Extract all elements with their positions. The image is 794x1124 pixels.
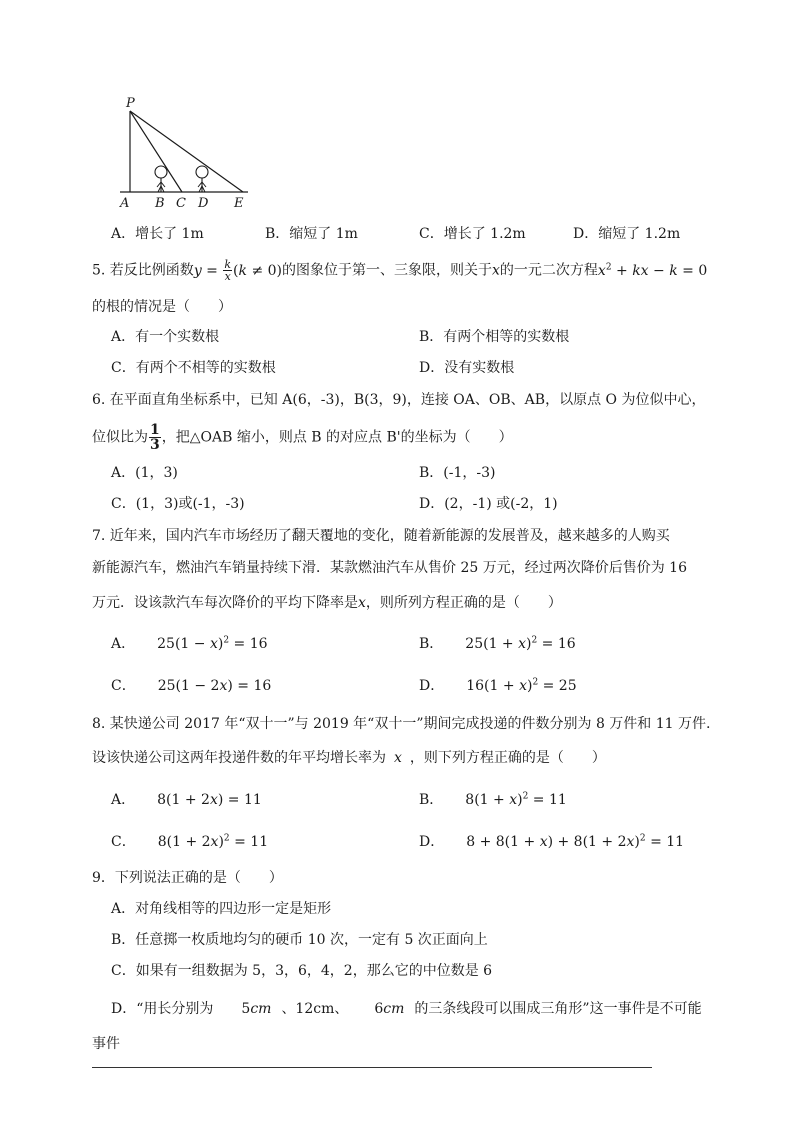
q5-option-b: B．有两个相等的实数根 bbox=[419, 329, 570, 345]
q5-middle2: 的一元二次方程 bbox=[499, 262, 598, 279]
q8-option-a: A． 8(1 + 2x) = 11 bbox=[111, 792, 262, 808]
q7-stem-line1: 7. 近年来，国内汽车市场经历了翻天覆地的变化，随着新能源的发展普及，越来越多的人购买 bbox=[92, 528, 670, 544]
q5-prefix: 5. 若反比例函数 bbox=[92, 262, 194, 279]
q8-option-b: B． $8(1 + x)^2 = 11$ bbox=[419, 791, 567, 808]
q7-option-b-letter: B． bbox=[419, 636, 444, 652]
q9-option-c: C．如果有一组数据为 5，3，6，4，2，那么它的中位数是 6 bbox=[111, 963, 493, 979]
q6-option-c: C．(1，3)或(-1，-3) bbox=[111, 496, 245, 512]
q9-stem: 9．下列说法正确的是（ ） bbox=[92, 870, 283, 886]
q9-option-d-text2: 、12cm、 bbox=[281, 1001, 349, 1017]
q8-stem-rest: ，则下列方程正确的是（ ） bbox=[409, 750, 606, 766]
q6-ratio-label: 位似比为 bbox=[92, 429, 148, 446]
label-p: P bbox=[126, 96, 135, 111]
q8-option-b-letter: B． bbox=[419, 792, 444, 808]
q6-stem-line1: 6. 在平面直角坐标系中，已知 A(6，-3)，B(3，9)，连接 OA、OB、AB，以原点 O 为位似中心， bbox=[92, 392, 706, 408]
q6-ratio-fraction: $\frac{1}{3}$ bbox=[150, 422, 160, 453]
q8-option-d-letter: D． bbox=[419, 834, 445, 850]
person-at-d bbox=[196, 166, 208, 192]
q8-option-d: D． $8 + 8(1 + x) + 8(1 + 2x)^2 = 11$ bbox=[419, 833, 685, 850]
q7-option-d-letter: D． bbox=[419, 678, 445, 694]
q8-stem-text: 设该快递公司这两年投递件数的年平均增长率为 bbox=[92, 750, 386, 766]
q6-option-b: B．(-1，-3) bbox=[419, 465, 496, 481]
q5-stem-line2: 的根的情况是（ ） bbox=[92, 299, 232, 315]
ray-pc bbox=[130, 111, 182, 192]
q7-option-c-letter: C． bbox=[111, 678, 136, 694]
q9-option-d-continued: 事件 bbox=[92, 1036, 120, 1052]
q5-option-a: A．有一个实数根 bbox=[111, 329, 220, 345]
footer-divider bbox=[92, 1067, 652, 1068]
q5-function-formula: y = $\frac{k}{x}$ (k ≠ 0) bbox=[193, 258, 282, 283]
q9-option-b: B．任意掷一枚质地均匀的硬币 10 次，一定有 5 次正面向上 bbox=[111, 932, 488, 948]
q4-option-a: A．增长了 1m bbox=[111, 226, 204, 242]
q6-stem-line2 bbox=[92, 423, 513, 452]
q8-stem-line1: 8. 某快递公司 2017 年“双十一”与 2019 年“双十一”期间完成投递的件数分别为 8 万件和 11 万件. bbox=[92, 716, 711, 732]
person-at-b bbox=[155, 166, 167, 192]
ray-pe bbox=[130, 111, 243, 192]
label-d: D bbox=[198, 196, 209, 210]
q9-option-d: D．“用长分别为 5cm 、12cm、 6cm 的三条线段可以围成三角形”这一事件是不可能 bbox=[111, 1001, 702, 1017]
q7-stem-line3: 万元．设该款汽车每次降价的平均下降率是x，则所列方程正确的是（ ） bbox=[92, 595, 562, 611]
q5-option-c: C．有两个不相等的实数根 bbox=[111, 360, 276, 376]
q4-option-d: D．缩短了 1.2m bbox=[573, 226, 681, 242]
q7-option-a: A． $25(1 - x)^2 = 16$ bbox=[111, 635, 268, 652]
shadow-figure bbox=[110, 95, 260, 210]
q7-option-c: C． 25(1 − 2x) = 16 bbox=[111, 678, 272, 694]
q5-stem-line1: 5. 若反比例函数y = $\frac{k}{x}$ (k ≠ 0)的图象位于第一、三象限，则关于x的一元二次方程$x^2$ + kx − k = 0 bbox=[92, 258, 708, 283]
q7-stem-text: 万元．设该款汽车每次降价的平均下降率是 bbox=[92, 595, 358, 611]
label-c: C bbox=[176, 196, 186, 210]
q6-stem-rest: ，把△OAB 缩小，则点 B 的对应点 B'的坐标为（ ） bbox=[161, 429, 513, 446]
q5-middle: 的图象位于第一、三象限，则关于 bbox=[282, 262, 492, 279]
q5-option-d: D．没有实数根 bbox=[419, 360, 515, 376]
q7-stem-rest: ，则所列方程正确的是（ ） bbox=[365, 595, 562, 611]
q8-stem-line2: 设该快递公司这两年投递件数的年平均增长率为 x ，则下列方程正确的是（ ） bbox=[92, 750, 606, 766]
q4-option-b: B．缩短了 1m bbox=[265, 226, 358, 242]
q8-option-c-letter: C． bbox=[111, 834, 136, 850]
q6-option-d: D．(2，-1) 或(-2，1) bbox=[419, 496, 558, 512]
q6-option-a: A．(1，3) bbox=[111, 465, 178, 481]
q7-option-a-letter: A． bbox=[111, 636, 136, 652]
q7-stem-line2: 新能源汽车，燃油汽车销量持续下滑．某款燃油汽车从售价 25 万元，经过两次降价后售价为 16 bbox=[92, 560, 687, 576]
q9-option-d-text3: 的三条线段可以围成三角形”这一事件是不可能 bbox=[414, 1001, 702, 1017]
q7-option-b: B． $25(1 + x)^2 = 16$ bbox=[419, 635, 576, 652]
label-a: A bbox=[120, 196, 130, 210]
q8-option-a-letter: A． bbox=[111, 792, 136, 808]
q9-option-d-text1: D．“用长分别为 bbox=[111, 1001, 214, 1017]
q8-option-c: C． $8(1 + 2x)^2 = 11$ bbox=[111, 833, 269, 850]
q9-option-a: A．对角线相等的四边形一定是矩形 bbox=[111, 901, 332, 917]
label-e: E bbox=[234, 196, 244, 210]
q5-equation: $x^2$ + kx − k = 0 bbox=[597, 261, 708, 279]
q7-option-d: D． $16(1 + x)^2 = 25$ bbox=[419, 677, 577, 694]
q4-option-c: C．增长了 1.2m bbox=[419, 226, 526, 242]
label-b: B bbox=[155, 196, 165, 210]
